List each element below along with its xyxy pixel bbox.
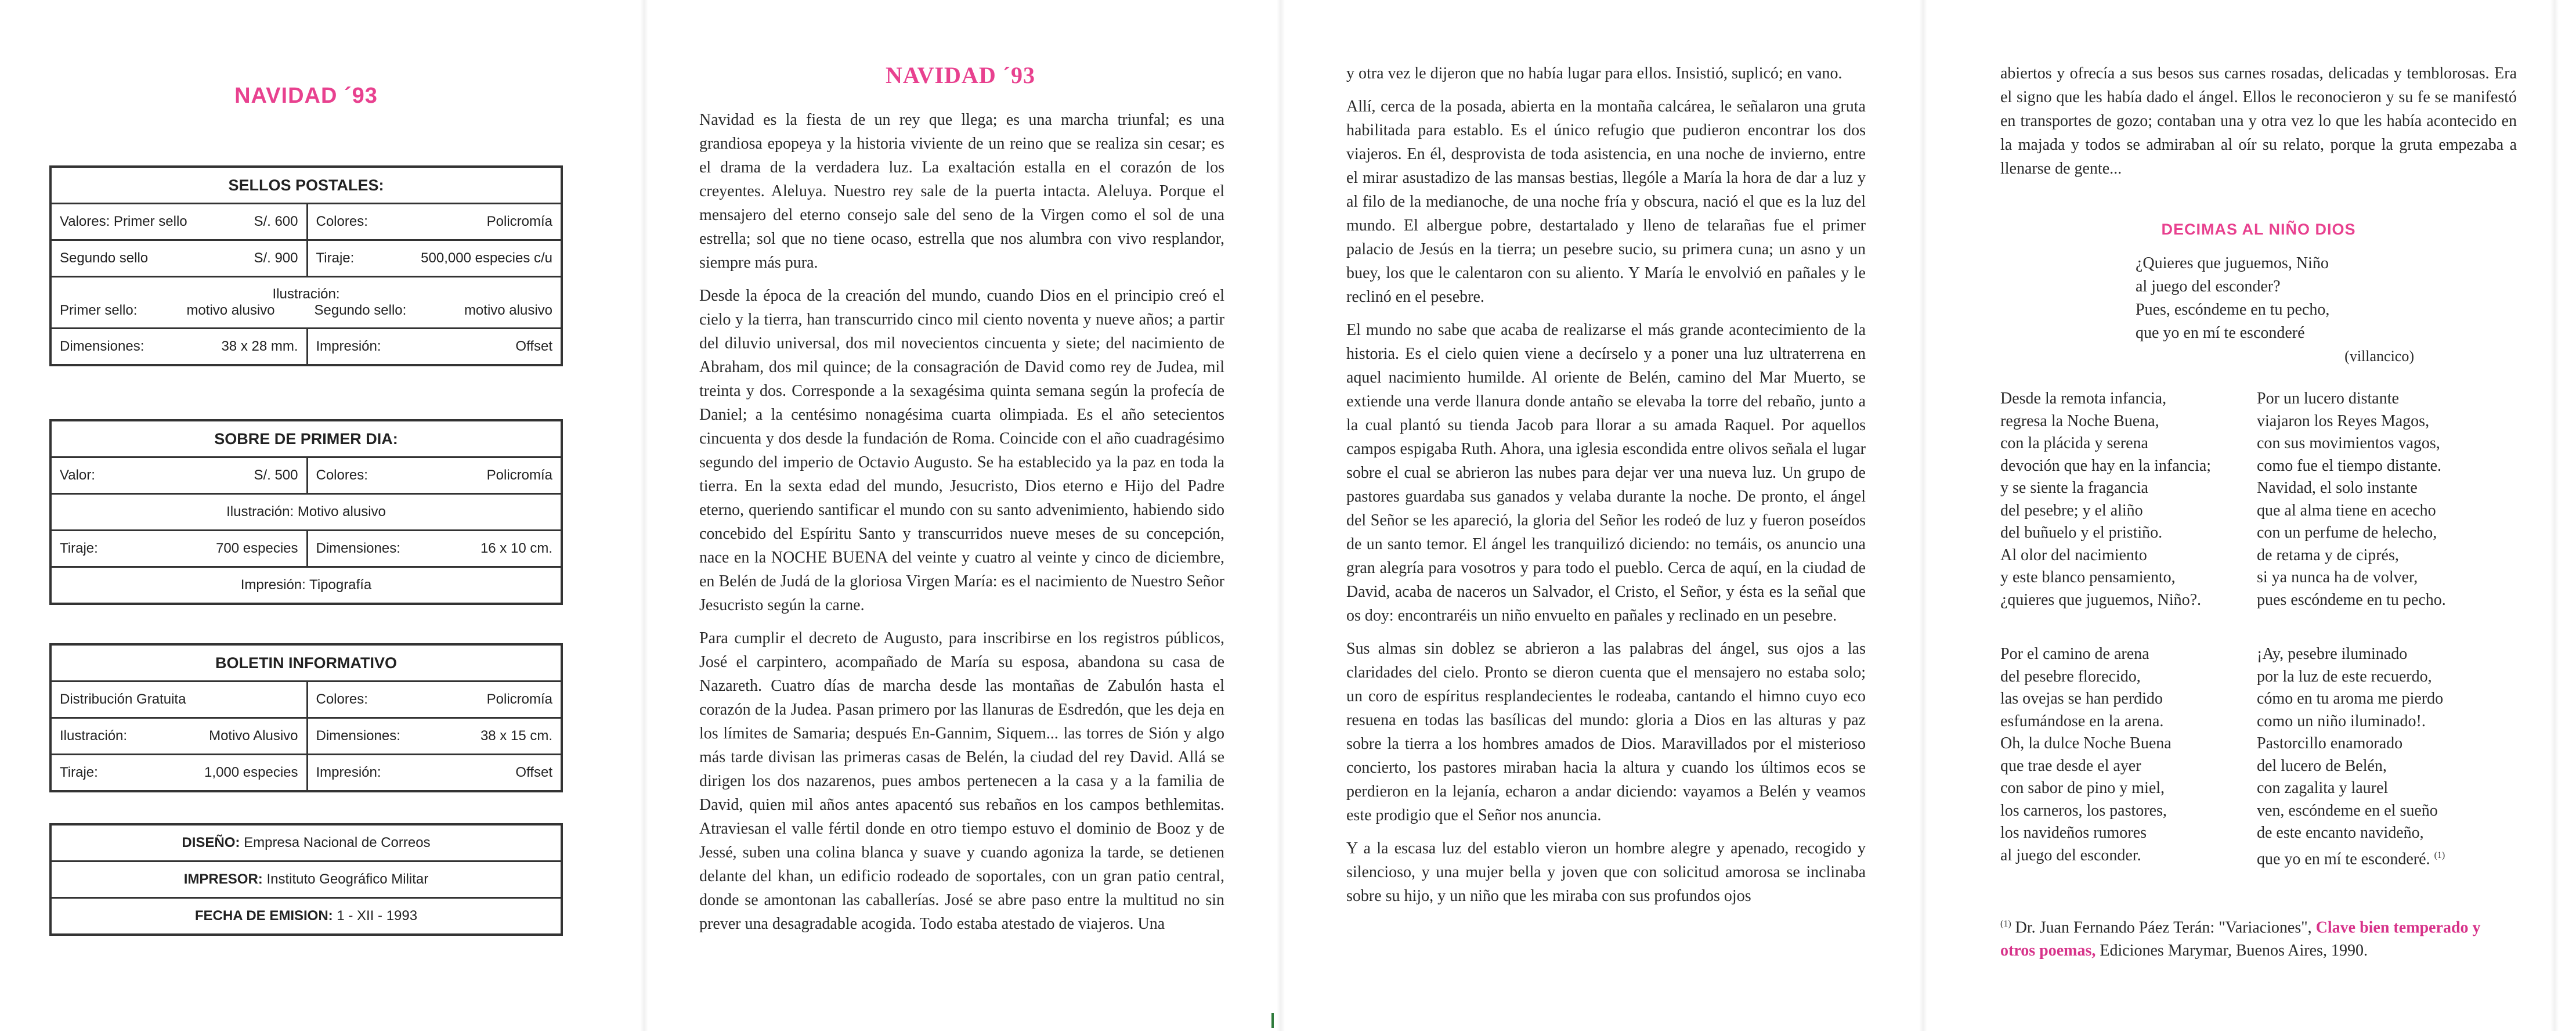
verse-line: las ovejas se han perdido xyxy=(2000,690,2163,708)
tiraje-value: 500,000 especies c/u xyxy=(421,250,552,266)
fecha-value: 1 - XII - 1993 xyxy=(337,908,418,924)
boletin-tiraje-label: Tiraje: xyxy=(60,765,98,780)
fecha-label: FECHA DE EMISION: xyxy=(194,908,333,924)
sobre-tiraje-label: Tiraje: xyxy=(60,540,98,556)
panel2-paragraph: Navidad es la fiesta de un rey que llega; es una marcha triunfal; es una grandiosa epopeya y la historia viviente de un reino que se realiza sin cesar; es el drama de la verdadera luz. La exaltación estalla en el corazón de los creyentes. Aleluya. Nuestro rey sale de la puerta intacta. Aleluya. Porque el mensajero del eterno consejo sale del seno de la Virgen como el sol de una estrella; sol que no tiene ocaso, estrella que nos alumbra con vivo resplandor, siempre más pura. xyxy=(699,111,1224,272)
segundo-sello-label: Segundo sello xyxy=(60,250,149,266)
impresor-value: Instituto Geográfico Militar xyxy=(266,871,429,887)
primer-sello-label: Primer sello: xyxy=(60,302,138,318)
verse-line: de este encanto navideño, xyxy=(2257,824,2424,842)
sobre-row-2 xyxy=(52,493,561,529)
verse-line: pues escóndeme en tu pecho. xyxy=(2257,590,2446,609)
verse-line: que yo en mí te esconderé. xyxy=(2257,849,2430,868)
credits-fecha-row xyxy=(52,897,561,933)
sobre-valor-label: Valor: xyxy=(60,467,95,483)
verse-line: ¿quieres que juguemos, Niño?. xyxy=(2000,590,2202,609)
verse-line: esfumándose en la arena. xyxy=(2000,712,2164,730)
impresor-label: IMPRESOR: xyxy=(183,871,263,887)
boletin-dim-label: Dimensiones: xyxy=(316,728,400,744)
boletin-ilus-value: Motivo Alusivo xyxy=(209,728,298,744)
villancico-line: al juego del esconder? xyxy=(2136,277,2281,295)
tiraje-label: Tiraje: xyxy=(316,250,355,266)
verse-line: viajaron los Reyes Magos, xyxy=(2257,412,2430,430)
sobre-tiraje-value: 700 especies xyxy=(216,540,298,556)
panel3-paragraph: Allí, cerca de la posada, abierta en la montaña calcárea, le señalaron una gruta habilitada para establo. Es el único refugio que pudieron encontrar los dos viajeros. En él, desprovista de toda asistencia, en una noche de invierno, entre el mirar asustadizo de las mansas bestias, llególe a María la hora de dar a luz y al filo de la medianoche, de una noche fría y obscura, nació el que es la luz del mundo. El albergue pobre, destartalado y lleno de telarañas fue el primer palacio de Jesús en la tierra; un pesebre sucio, su primera cuna; un asno y un buey, los que le calentaron con su aliento. Y María le envolvió en pañales y le reclinó en el pesebre. xyxy=(1346,98,1866,306)
boletin-row-2 xyxy=(52,717,561,754)
sobre-valor-value: S/. 500 xyxy=(254,467,298,483)
boletin-tiraje-value: 1,000 especies xyxy=(204,765,298,780)
decimas-title: DECIMAS AL NIÑO DIOS xyxy=(2161,221,2356,238)
sellos-row-1 xyxy=(52,203,561,239)
verse-line: Oh, la dulce Noche Buena xyxy=(2000,734,2172,752)
page-mark xyxy=(1271,1013,1274,1028)
sobre-colores-label: Colores: xyxy=(316,467,368,483)
footnote-author: Dr. Juan Fernando Páez Terán: "Variaciones", xyxy=(2015,918,2312,937)
panel2-paragraph: Desde la época de la creación del mundo, cuando Dios en el principio creó el cielo y la tierra, han transcurrido cinco mil ciento noventa y nueve años; a partir del diluvio universal, dos mil novecientos cincuenta y siete; del nacimiento de Abraham, dos mil quince; de la consagración de David como rey de Judea, mil treinta y dos. Corresponde a la sexagésima quinta semana según la profecía de Daniel; a la centésimo nonagésima cuarta olimpiada. Es el año setecientos cincuenta y dos desde la fundación de Roma. Coincide con el año cuadragésimo segundo del imperio de Octavio Augusto. Se ha establecido ya la paz en toda la tierra. En la sexta edad del mundo, Jesucristo, Dios eterno e Hijo del Padre eterno, queriendo santificar el mundo con su santo advenimiento, habiendo sido concebido del Espíritu Santo y transcurridos nueve meses de su concepción, nace en la NOCHE BUENA del veinte y cuatro al veinte y cinco de diciembre, en Belén de Judá de la gloriosa Virgen María: es el nacimiento de Nuestro Señor Jesucristo según la carne. xyxy=(699,287,1224,614)
diseno-label: DISEÑO: xyxy=(182,835,240,850)
verse-line: con la plácida y serena xyxy=(2000,434,2148,452)
villancico xyxy=(2136,252,2414,368)
stanza-3 xyxy=(2000,643,2172,867)
verse-line: que trae desde el ayer xyxy=(2000,756,2141,775)
verse-line: ¡Ay, pesebre iluminado xyxy=(2257,645,2408,663)
verse-line: con sabor de pino y miel, xyxy=(2000,779,2165,797)
panel3-paragraph: Y a la escasa luz del establo vieron un hombre alegre y apenado, recogido y silencioso, y una mujer bella y joven que con solicitud amorosa se inclinaba sobre su hijo, y un niño que les miraba con sus profundos ojos xyxy=(1346,839,1866,905)
villancico-line: ¿Quieres que juguemos, Niño xyxy=(2136,254,2329,272)
boletin-imp-value: Offset xyxy=(515,765,552,780)
villancico-line: que yo en mí te esconderé xyxy=(2136,324,2305,342)
panel2-body xyxy=(699,108,1224,945)
boletin-colores-value: Policromía xyxy=(486,691,552,707)
verse-line: Al olor del nacimiento xyxy=(2000,546,2147,564)
verse-line: por la luz de este recuerdo, xyxy=(2257,667,2432,686)
sellos-postales-box xyxy=(49,165,563,366)
boletin-dim-value: 38 x 15 cm. xyxy=(480,728,552,744)
sellos-row-4 xyxy=(52,327,561,364)
panel3-paragraph: Sus almas sin doblez se abrieron a las palabras del ángel, sus ojos a las claridades del cielo. Pronto se dieron cuenta que el mensajero no estaba solo; un coro de espíritus resplandecientes le rodeaba, cantando el himno cuyo eco resuena en todas las basílicas del mundo: gloria a Dios en las alturas y paz sobre la tierra a los hombres amados de Dios. Maravillados por el misterioso concierto, los pastores miraban hacia la altura y cuando los últimos ecos se perdieron en la lejanía, echaron a andar diciendo: vayamos a Belén y veamos este prodigio que el Señor nos anuncia. xyxy=(1346,640,1866,824)
panel2-paragraph: Para cumplir el decreto de Augusto, para inscribirse en los registros públicos, José el carpintero, acompañado de María su esposa, abandona su casa de Nazareth. Cuatro días de marcha desde las montañas de Zabulón hasta el corazón de la Judea. Pasan primero por las llanuras de Esdredón, que les deja en los límites de Samaria; después En-Gannim, Siquem... las torres de Sión y algo más tarde divisan las primeras casas de Belén, la ciudad del rey David. Allá se dirigen los dos nazarenos, pues ambos pertenecen a la casa y a la familia de David, quien mil años antes apacentó sus rebaños en los campos bethlemitas. Atraviesan el valle fértil donde en otro tiempo estuvo el dominio de Booz y de Jessé, suben una colina blanca y suave y cuando agoniza la tarde, se detienen delante del khan, un edificio rodeado de soportales, con un gran patio central, donde se amontonan las caballerías. José se abre paso entre la multitud no sin prever una desagradable acogida. Todo estaba atestado de viajeros. Una xyxy=(699,629,1224,933)
diseno-value: Empresa Nacional de Correos xyxy=(244,835,431,850)
sobre-dim-value: 16 x 10 cm. xyxy=(480,540,552,556)
footnote-book: Clave bien temperado y otros poemas, xyxy=(2000,918,2481,960)
verse-line: de retama y de ciprés, xyxy=(2257,546,2399,564)
verse-line: cómo en tu aroma me pierdo xyxy=(2257,690,2444,708)
verse-line: al juego del esconder. xyxy=(2000,846,2141,864)
sobre-row-1 xyxy=(52,456,561,493)
verse-line: ven, escóndeme en el sueño xyxy=(2257,801,2438,820)
panel3-body xyxy=(1346,62,1866,917)
villancico-attribution: (villancico) xyxy=(2344,348,2414,365)
sobre-dim-label: Dimensiones: xyxy=(316,540,400,556)
fold-line-1 xyxy=(640,0,648,1031)
footnote-publisher: Ediciones Marymar, Buenos Aires, 1990. xyxy=(2100,942,2368,960)
footnote-mark: (1) xyxy=(2000,919,2011,929)
segundo-sello2-label: Segundo sello: xyxy=(314,302,407,318)
boletin-box xyxy=(49,643,563,792)
verse-line: devoción que hay en la infancia; xyxy=(2000,456,2212,475)
boletin-heading: BOLETIN INFORMATIVO xyxy=(215,654,397,672)
credits-diseno-row xyxy=(52,825,561,860)
credits-impresor-row xyxy=(52,860,561,897)
dimensiones-value: 38 x 28 mm. xyxy=(221,338,298,354)
verse-line: del lucero de Belén, xyxy=(2257,756,2387,775)
verse-line: con sus movimientos vagos, xyxy=(2257,434,2440,452)
colores-value: Policromía xyxy=(486,214,552,229)
stanza-4 xyxy=(2257,643,2445,870)
fold-line-4 xyxy=(2550,0,2559,1031)
verse-line: del buñuelo y el pristiño. xyxy=(2000,524,2163,542)
verse-line: como un niño iluminado!. xyxy=(2257,712,2426,730)
sellos-ilustracion-row xyxy=(52,276,561,327)
verse-line: regresa la Noche Buena, xyxy=(2000,412,2159,430)
segundo-sello-value: S/. 900 xyxy=(254,250,298,266)
boletin-imp-label: Impresión: xyxy=(316,765,381,780)
verse-line: y este blanco pensamiento, xyxy=(2000,568,2176,586)
boletin-distribucion: Distribución Gratuita xyxy=(60,691,186,707)
primer-sello-value: motivo alusivo xyxy=(186,302,275,318)
stanza-2 xyxy=(2257,388,2446,611)
impresion-value: Offset xyxy=(515,338,552,354)
panel3-paragraph: El mundo no sabe que acaba de realizarse el más grande acontecimiento de la historia. Es el cielo quien viene a decírselo y a poner una luz ultraterrena en aquel nacimiento humilde. Al oriente de Belén, camino del Mar Muerto, se extiende una verde llanura donde antaño se elevaba la torre del rebaño, junto a la cual plantó su tienda Jacob para llorar a su amada Raquel. Por aquellos campos espigaba Ruth. Ahora, una iglesia escondida entre olivos señala el lugar sobre el cual se abrieron las nubes para dejar ver una nueva luz. Un grupo de pastores guardaba sus ganados y velaba durante la noche. De pronto, el ángel del Señor se les apareció, la gloria del Señor les rodeó de luz y fueron poseídos de un santo temor. El ángel les tranquilizó diciendo: no temáis, os anuncio una gran alegría para vosotros y para todo el pueblo. Cerca de aquí, en la ciudad de David, acaba de naceros un Salvador, el Cristo, el Señor, y ésta es la señal que os doy: encontraréis un niño envuelto en pañales y reclinado en un pesebre. xyxy=(1346,321,1866,625)
dimensiones-label: Dimensiones: xyxy=(60,338,144,354)
panel2-title: NAVIDAD ´93 xyxy=(885,62,1036,88)
valores-label: Valores: Primer sello xyxy=(60,214,187,229)
panel1-title: NAVIDAD ´93 xyxy=(234,84,378,108)
sellos-row-2 xyxy=(52,239,561,276)
boletin-colores-label: Colores: xyxy=(316,691,368,707)
sobre-heading: SOBRE DE PRIMER DIA: xyxy=(214,430,398,448)
colores-label: Colores: xyxy=(316,214,368,229)
fold-line-2 xyxy=(1277,0,1285,1031)
credits-box xyxy=(49,823,563,936)
verse-line: y se siente la fragancia xyxy=(2000,479,2148,497)
fold-line-3 xyxy=(1919,0,1927,1031)
villancico-line: Pues, escóndeme en tu pecho, xyxy=(2136,301,2330,319)
valores-value: S/. 600 xyxy=(254,214,298,229)
verse-line: los carneros, los pastores, xyxy=(2000,801,2167,820)
boletin-ilus-label: Ilustración: xyxy=(60,728,128,744)
verse-line: si ya nunca ha de volver, xyxy=(2257,568,2418,586)
verse-line: Por un lucero distante xyxy=(2257,390,2399,408)
verse-line: con zagalita y laurel xyxy=(2257,779,2389,797)
panel4-intro xyxy=(2000,62,2517,190)
verse-line: los navideños rumores xyxy=(2000,824,2147,842)
verse-line: del pesebre florecido, xyxy=(2000,667,2141,686)
verse-line: que al alma tiene en acecho xyxy=(2257,501,2436,520)
verse-line: del pesebre; y el aliño xyxy=(2000,501,2143,520)
ilustracion-label: Ilustración: xyxy=(272,286,340,302)
verse-line: con un perfume de helecho, xyxy=(2257,524,2437,542)
sobre-ilustracion: Ilustración: Motivo alusivo xyxy=(226,504,386,520)
footnote xyxy=(2000,913,2517,962)
impresion-label: Impresión: xyxy=(316,338,381,354)
sobre-row-4 xyxy=(52,566,561,603)
stanza-1 xyxy=(2000,388,2211,611)
boletin-row-1 xyxy=(52,680,561,717)
sellos-heading: SELLOS POSTALES: xyxy=(228,176,384,194)
verse-line: como fue el tiempo distante. xyxy=(2257,456,2442,475)
verse-line: Pastorcillo enamorado xyxy=(2257,734,2403,752)
sobre-row-3 xyxy=(52,529,561,566)
panel3-paragraph: y otra vez le dijeron que no había lugar para ellos. Insistió, suplicó; en vano. xyxy=(1346,64,1842,82)
boletin-row-3 xyxy=(52,754,561,790)
verse-line: Navidad, el solo instante xyxy=(2257,479,2418,497)
verse-line: Desde la remota infancia, xyxy=(2000,390,2167,408)
sobre-impresion: Impresión: Tipografía xyxy=(240,577,372,593)
sobre-colores-value: Policromía xyxy=(486,467,552,483)
verse-line: Por el camino de arena xyxy=(2000,645,2149,663)
segundo-sello2-value: motivo alusivo xyxy=(464,302,552,318)
sobre-primer-dia-box xyxy=(49,419,563,605)
panel4-intro-paragraph: abiertos y ofrecía a sus besos sus carnes rosadas, delicadas y temblorosas. Era el signo que les había dado el ángel. Ellos le reconocieron y su fe se manifestó en transportes de gozo; contaban una y otra vez lo que les había acontecido en la majada y todos se admiraban al oír su relato, porque la gruta empezaba a llenarse de gente... xyxy=(2000,64,2517,178)
footnote-ref: (1) xyxy=(2434,850,2445,860)
